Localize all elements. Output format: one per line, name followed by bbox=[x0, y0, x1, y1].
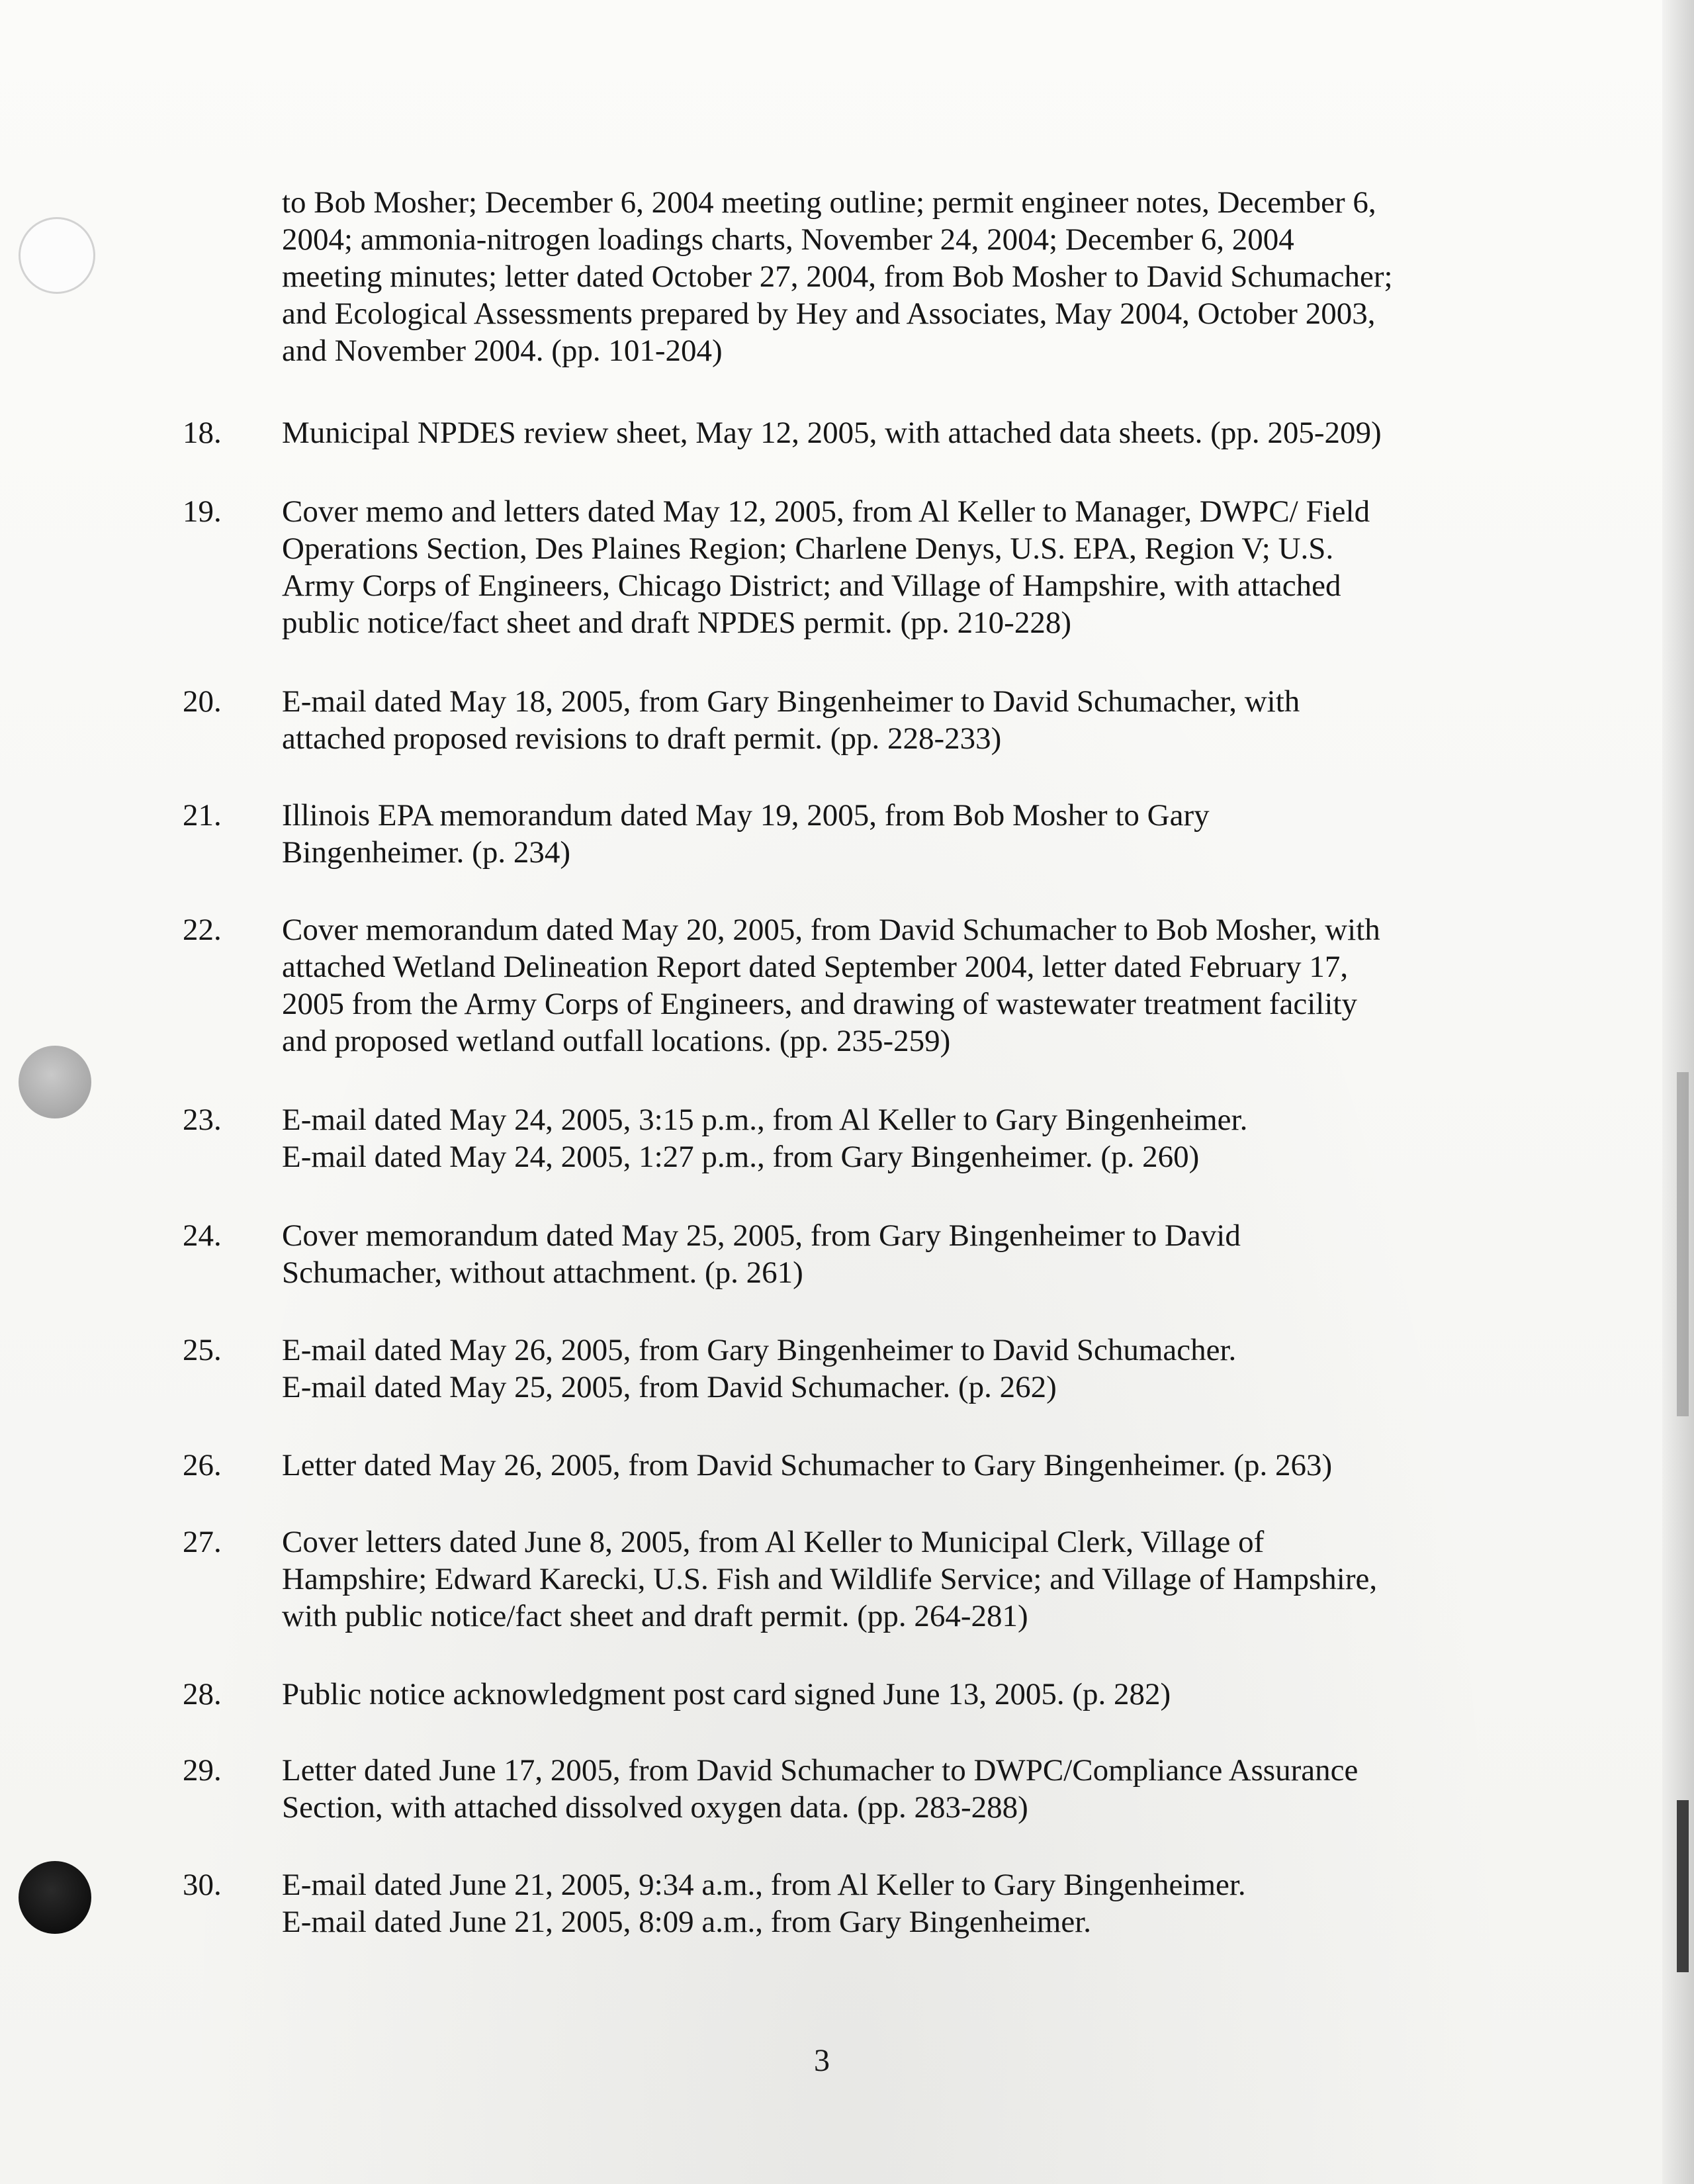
continued-entry-text bbox=[282, 184, 1499, 369]
entry-line: with public notice/fact sheet and draft permit. (pp. 264-281) bbox=[282, 1599, 1028, 1633]
entry-number: 19. bbox=[183, 494, 222, 529]
entry-number: 18. bbox=[183, 416, 222, 450]
entry-line: Hampshire; Edward Karecki, U.S. Fish and Wildlife Service; and Village of Hampshire, bbox=[282, 1562, 1378, 1596]
entry-line: E-mail dated June 21, 2005, 9:34 a.m., from Al Keller to Gary Bingenheimer. bbox=[282, 1868, 1246, 1902]
entry-number: 27. bbox=[183, 1525, 222, 1559]
entry-text bbox=[282, 1524, 1499, 1635]
entry-text bbox=[282, 1217, 1499, 1291]
entry-line: Letter dated May 26, 2005, from David Schumacher to Gary Bingenheimer. (p. 263) bbox=[282, 1448, 1333, 1482]
entry-text bbox=[282, 1752, 1499, 1826]
entry-line: Public notice acknowledgment post card signed June 13, 2005. (p. 282) bbox=[282, 1677, 1171, 1711]
entry-number: 22. bbox=[183, 913, 222, 947]
entry-line: attached proposed revisions to draft permit. (pp. 228-233) bbox=[282, 721, 1002, 756]
entry-line: Cover memorandum dated May 25, 2005, from Gary Bingenheimer to David bbox=[282, 1218, 1241, 1253]
entry-line: Municipal NPDES review sheet, May 12, 2005, with attached data sheets. (pp. 205-209) bbox=[282, 416, 1382, 450]
entry-line: Illinois EPA memorandum dated May 19, 2005, from Bob Mosher to Gary bbox=[282, 798, 1210, 833]
entry-line: E-mail dated May 24, 2005, 1:27 p.m., from Gary Bingenheimer. (p. 260) bbox=[282, 1140, 1200, 1174]
entry-text bbox=[282, 1866, 1499, 1940]
entry-line: Operations Section, Des Plaines Region; Charlene Denys, U.S. EPA, Region V; U.S. bbox=[282, 531, 1334, 566]
entry-line: meeting minutes; letter dated October 27, 2004, from Bob Mosher to David Schumacher; bbox=[282, 259, 1393, 294]
entry-number: 29. bbox=[183, 1753, 222, 1788]
entry-number: 20. bbox=[183, 684, 222, 719]
entry-number: 23. bbox=[183, 1103, 222, 1137]
entry-line: E-mail dated May 24, 2005, 3:15 p.m., from Al Keller to Gary Bingenheimer. bbox=[282, 1103, 1248, 1137]
page-number: 3 bbox=[814, 2043, 830, 2078]
entry-line: 2004; ammonia-nitrogen loadings charts, November 24, 2004; December 6, 2004 bbox=[282, 222, 1294, 257]
entry-line: Schumacher, without attachment. (p. 261) bbox=[282, 1255, 803, 1290]
entry-line: Army Corps of Engineers, Chicago District; and Village of Hampshire, with attached bbox=[282, 569, 1341, 603]
entry-text bbox=[282, 414, 1499, 451]
entry-text bbox=[282, 1447, 1499, 1484]
entry-text bbox=[282, 683, 1499, 757]
entry-line: and Ecological Assessments prepared by Hey and Associates, May 2004, October 2003, bbox=[282, 296, 1376, 331]
entry-line: 2005 from the Army Corps of Engineers, and drawing of wastewater treatment facility bbox=[282, 987, 1357, 1021]
entry-text bbox=[282, 1332, 1499, 1406]
entry-line: Letter dated June 17, 2005, from David Schumacher to DWPC/Compliance Assurance bbox=[282, 1753, 1359, 1788]
entry-line: public notice/fact sheet and draft NPDES permit. (pp. 210-228) bbox=[282, 606, 1071, 640]
entry-text bbox=[282, 493, 1499, 641]
entry-number: 26. bbox=[183, 1448, 222, 1482]
entry-text bbox=[282, 1101, 1499, 1175]
entry-line: to Bob Mosher; December 6, 2004 meeting outline; permit engineer notes, December 6, bbox=[282, 185, 1376, 220]
entry-text bbox=[282, 1676, 1499, 1713]
entry-line: E-mail dated June 21, 2005, 8:09 a.m., from Gary Bingenheimer. bbox=[282, 1905, 1092, 1939]
entry-text bbox=[282, 797, 1499, 871]
entry-line: attached Wetland Delineation Report dated September 2004, letter dated February 17, bbox=[282, 950, 1349, 984]
entry-line: Cover letters dated June 8, 2005, from Al Keller to Municipal Clerk, Village of bbox=[282, 1525, 1265, 1559]
entry-line: and proposed wetland outfall locations. (pp. 235-259) bbox=[282, 1024, 951, 1058]
entry-line: E-mail dated May 26, 2005, from Gary Bingenheimer to David Schumacher. bbox=[282, 1333, 1237, 1367]
entry-number: 21. bbox=[183, 798, 222, 833]
entry-line: Cover memo and letters dated May 12, 2005, from Al Keller to Manager, DWPC/ Field bbox=[282, 494, 1370, 529]
entry-number: 30. bbox=[183, 1868, 222, 1902]
entry-line: Cover memorandum dated May 20, 2005, from David Schumacher to Bob Mosher, with bbox=[282, 913, 1380, 947]
entry-line: Section, with attached dissolved oxygen data. (pp. 283-288) bbox=[282, 1790, 1028, 1825]
entry-line: E-mail dated May 25, 2005, from David Schumacher. (p. 262) bbox=[282, 1370, 1057, 1404]
entry-number: 28. bbox=[183, 1677, 222, 1711]
entry-line: Bingenheimer. (p. 234) bbox=[282, 835, 570, 870]
entry-text bbox=[282, 911, 1499, 1060]
entry-line: and November 2004. (pp. 101-204) bbox=[282, 334, 723, 368]
entry-number: 25. bbox=[183, 1333, 222, 1367]
entry-line: E-mail dated May 18, 2005, from Gary Bingenheimer to David Schumacher, with bbox=[282, 684, 1300, 719]
entry-number: 24. bbox=[183, 1218, 222, 1253]
